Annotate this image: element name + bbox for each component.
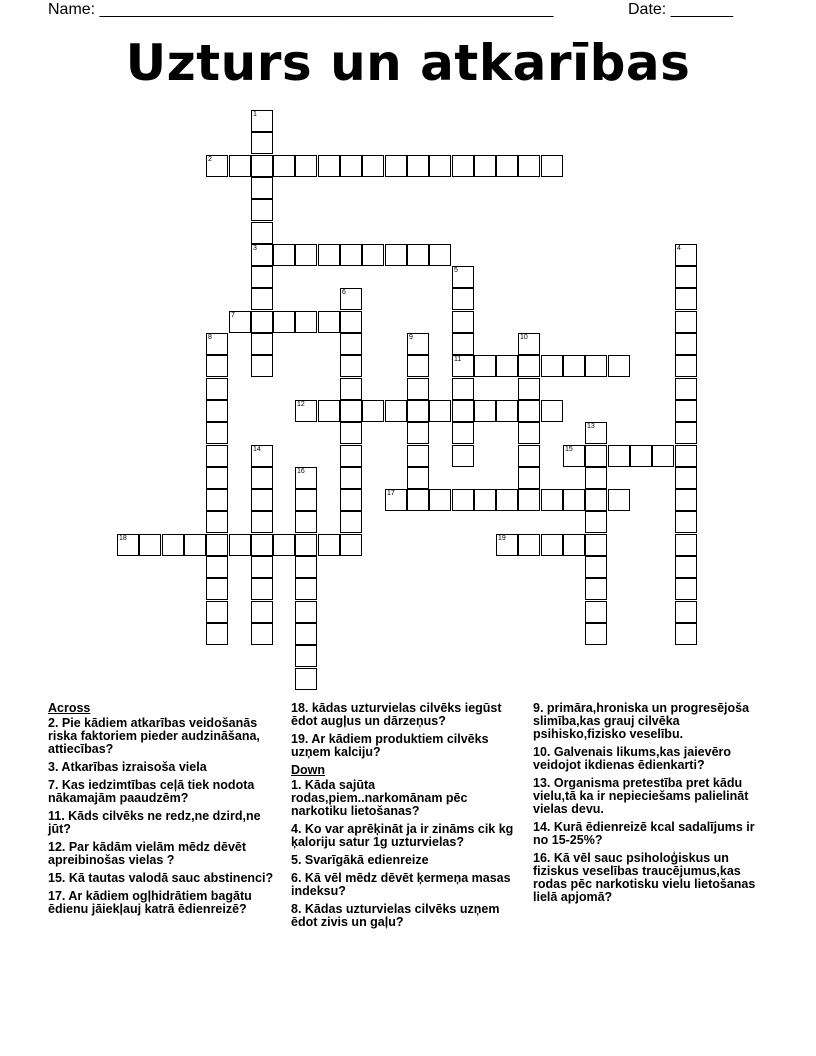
- crossword-cell[interactable]: [229, 534, 251, 556]
- crossword-cell[interactable]: [251, 534, 273, 556]
- crossword-cell[interactable]: [385, 400, 407, 422]
- crossword-cell[interactable]: [474, 155, 496, 177]
- crossword-cell[interactable]: [340, 422, 362, 444]
- crossword-cell[interactable]: [251, 556, 273, 578]
- crossword-cell[interactable]: [585, 422, 607, 444]
- clues-column-3: [533, 702, 767, 909]
- crossword-cell[interactable]: [407, 333, 429, 355]
- crossword-cell[interactable]: [585, 578, 607, 600]
- crossword-cell[interactable]: [675, 489, 697, 511]
- crossword-cell[interactable]: [385, 489, 407, 511]
- crossword-cell[interactable]: [652, 445, 674, 467]
- crossword-cell[interactable]: [474, 489, 496, 511]
- across-clue: 3. Atkarības izraisoša viela: [48, 760, 207, 774]
- cell-number: 8: [208, 334, 212, 341]
- crossword-cell[interactable]: [251, 132, 273, 154]
- crossword-cell[interactable]: [295, 155, 317, 177]
- crossword-cell[interactable]: [206, 400, 228, 422]
- crossword-cell[interactable]: [340, 534, 362, 556]
- crossword-cell[interactable]: [340, 333, 362, 355]
- crossword-cell[interactable]: [518, 489, 540, 511]
- crossword-cell[interactable]: [563, 355, 585, 377]
- crossword-cell[interactable]: [429, 400, 451, 422]
- crossword-cell[interactable]: [407, 489, 429, 511]
- crossword-cell[interactable]: [251, 578, 273, 600]
- crossword-cell[interactable]: [206, 378, 228, 400]
- crossword-cell[interactable]: [295, 244, 317, 266]
- cell-number: 10: [520, 334, 528, 341]
- crossword-cell[interactable]: [585, 467, 607, 489]
- crossword-cell[interactable]: [206, 511, 228, 533]
- crossword-cell[interactable]: [273, 311, 295, 333]
- crossword-cell[interactable]: [518, 400, 540, 422]
- crossword-cell[interactable]: [452, 445, 474, 467]
- cell-number: 18: [119, 535, 127, 542]
- crossword-cell[interactable]: [407, 244, 429, 266]
- crossword-cell[interactable]: [452, 489, 474, 511]
- crossword-cell[interactable]: [407, 445, 429, 467]
- down-clue: 13. Organisma pretestība pret kādu vielu,tā ka ir nepieciešams palielināt vielas devu.: [533, 776, 749, 816]
- crossword-cell[interactable]: [608, 355, 630, 377]
- crossword-cell[interactable]: [295, 511, 317, 533]
- crossword-cell[interactable]: [496, 489, 518, 511]
- crossword-cell[interactable]: [518, 422, 540, 444]
- cell-number: 11: [454, 356, 462, 363]
- crossword-cell[interactable]: [541, 400, 563, 422]
- crossword-cell[interactable]: [162, 534, 184, 556]
- crossword-cell[interactable]: [630, 445, 652, 467]
- crossword-cell[interactable]: [295, 668, 317, 690]
- cell-number: 5: [454, 267, 458, 274]
- crossword-cell[interactable]: [452, 311, 474, 333]
- crossword-cell[interactable]: [273, 534, 295, 556]
- crossword-cell[interactable]: [295, 400, 317, 422]
- crossword-cell[interactable]: [206, 422, 228, 444]
- crossword-cell[interactable]: [429, 489, 451, 511]
- crossword-cell[interactable]: [675, 556, 697, 578]
- crossword-cell[interactable]: [385, 155, 407, 177]
- crossword-cell[interactable]: [407, 467, 429, 489]
- crossword-cell[interactable]: [340, 467, 362, 489]
- crossword-cell[interactable]: [407, 400, 429, 422]
- crossword-cell[interactable]: [541, 489, 563, 511]
- crossword-cell[interactable]: [318, 534, 340, 556]
- crossword-cell[interactable]: [675, 445, 697, 467]
- cell-number: 17: [387, 490, 395, 497]
- crossword-cell[interactable]: [675, 623, 697, 645]
- crossword-cell[interactable]: [206, 601, 228, 623]
- crossword-cell[interactable]: [295, 556, 317, 578]
- crossword-cell[interactable]: [318, 155, 340, 177]
- crossword-cell[interactable]: [251, 110, 273, 132]
- crossword-cell[interactable]: [452, 155, 474, 177]
- crossword-cell[interactable]: [675, 467, 697, 489]
- crossword-cell[interactable]: [206, 623, 228, 645]
- crossword-cell[interactable]: [340, 288, 362, 310]
- cell-number: 12: [297, 401, 305, 408]
- crossword-cell[interactable]: [518, 534, 540, 556]
- down-clue: 10. Galvenais likums,kas jaievēro veidojot ikdienas ēdienkarti?: [533, 745, 732, 772]
- crossword-cell[interactable]: [452, 355, 474, 377]
- crossword-cell[interactable]: [251, 511, 273, 533]
- crossword-cell[interactable]: [295, 311, 317, 333]
- page-title: Uzturs un atkarības: [125, 34, 691, 92]
- crossword-cell[interactable]: [563, 489, 585, 511]
- crossword-cell[interactable]: [675, 601, 697, 623]
- crossword-cell[interactable]: [206, 578, 228, 600]
- clues-column-2: [291, 702, 525, 934]
- down-clue: 1. Kāda sajūta rodas,piem..narkomānam pēc narkotiku lietošanas?: [291, 778, 468, 818]
- crossword-cell[interactable]: [251, 266, 273, 288]
- down-clue: 16. Kā vēl sauc psiholoģiskus un fiziskus veselības traucējumus,kas rodas pēc narkotisku vielu lietošanas lielā apjomā?: [533, 851, 756, 904]
- crossword-cell[interactable]: [452, 400, 474, 422]
- crossword-cell[interactable]: [541, 155, 563, 177]
- crossword-cell[interactable]: [251, 199, 273, 221]
- crossword-cell[interactable]: [340, 400, 362, 422]
- crossword-cell[interactable]: [295, 601, 317, 623]
- crossword-cell[interactable]: [273, 244, 295, 266]
- crossword-cell[interactable]: [452, 266, 474, 288]
- crossword-cell[interactable]: [563, 534, 585, 556]
- crossword-cell[interactable]: [206, 155, 228, 177]
- crossword-cell[interactable]: [139, 534, 161, 556]
- crossword-cell[interactable]: [251, 311, 273, 333]
- crossword-cell[interactable]: [340, 155, 362, 177]
- crossword-cell[interactable]: [518, 155, 540, 177]
- cell-number: 14: [253, 446, 261, 453]
- clues-column-1: [48, 702, 282, 921]
- across-clue: 18. kādas uzturvielas cilvēks iegūst ēdot augļus un dārzeņus?: [291, 701, 502, 728]
- crossword-cell[interactable]: [407, 355, 429, 377]
- crossword-cell[interactable]: [675, 311, 697, 333]
- crossword-cell[interactable]: [585, 534, 607, 556]
- crossword-cell[interactable]: [407, 155, 429, 177]
- crossword-cell[interactable]: [295, 578, 317, 600]
- crossword-cell[interactable]: [585, 556, 607, 578]
- crossword-cell[interactable]: [206, 556, 228, 578]
- cell-number: 9: [409, 334, 413, 341]
- crossword-cell[interactable]: [362, 244, 384, 266]
- crossword-cell[interactable]: [184, 534, 206, 556]
- crossword-cell[interactable]: [541, 534, 563, 556]
- name-label: Name: ___________________________________________________: [48, 1, 554, 18]
- across-clue: 2. Pie kādiem atkarības veidošanās riska faktoriem pieder audzināšana, attiecības?: [48, 716, 260, 756]
- crossword-cell[interactable]: [407, 422, 429, 444]
- crossword-cell[interactable]: [206, 489, 228, 511]
- cell-number: 16: [297, 468, 305, 475]
- crossword-cell[interactable]: [675, 578, 697, 600]
- cell-number: 3: [253, 245, 257, 252]
- crossword-cell[interactable]: [452, 333, 474, 355]
- crossword-cell[interactable]: [318, 311, 340, 333]
- crossword-cell[interactable]: [452, 288, 474, 310]
- crossword-cell[interactable]: [340, 244, 362, 266]
- crossword-cell[interactable]: [474, 400, 496, 422]
- crossword-cell[interactable]: [585, 601, 607, 623]
- crossword-cell[interactable]: [496, 534, 518, 556]
- crossword-cell[interactable]: [295, 534, 317, 556]
- across-clue: 17. Ar kādiem ogļhidrātiem bagātu ēdienu jāiekļauj katrā ēdienreizē?: [48, 889, 252, 916]
- crossword-cell[interactable]: [206, 445, 228, 467]
- crossword-cell[interactable]: [340, 355, 362, 377]
- crossword-cell[interactable]: [675, 378, 697, 400]
- crossword-cell[interactable]: [496, 400, 518, 422]
- crossword-cell[interactable]: [117, 534, 139, 556]
- crossword-cell[interactable]: [295, 467, 317, 489]
- cell-number: 2: [208, 156, 212, 163]
- crossword-cell[interactable]: [251, 355, 273, 377]
- crossword-cell[interactable]: [340, 378, 362, 400]
- cell-number: 4: [677, 245, 681, 252]
- crossword-cell[interactable]: [251, 155, 273, 177]
- crossword-cell[interactable]: [385, 244, 407, 266]
- crossword-cell[interactable]: [251, 601, 273, 623]
- cell-number: 19: [498, 535, 506, 542]
- cell-number: 15: [565, 446, 573, 453]
- crossword-cell[interactable]: [563, 445, 585, 467]
- down-clue: 8. Kādas uzturvielas cilvēks uzņem ēdot zivis un gaļu?: [291, 902, 500, 929]
- crossword-cell[interactable]: [251, 222, 273, 244]
- crossword-cell[interactable]: [474, 355, 496, 377]
- crossword-cell[interactable]: [585, 623, 607, 645]
- crossword-cell[interactable]: [429, 244, 451, 266]
- crossword-cell[interactable]: [340, 311, 362, 333]
- crossword-cell[interactable]: [273, 155, 295, 177]
- crossword-cell[interactable]: [675, 244, 697, 266]
- down-clue: 14. Kurā ēdienreizē kcal sadalījums ir no 15-25%?: [533, 820, 755, 847]
- down-heading: Down: [291, 763, 326, 777]
- across-heading: Across: [48, 701, 91, 715]
- crossword-cell[interactable]: [318, 400, 340, 422]
- cell-number: 7: [231, 312, 235, 319]
- crossword-cell[interactable]: [675, 422, 697, 444]
- across-clue: 19. Ar kādiem produktiem cilvēks uzņem kalciju?: [291, 732, 489, 759]
- crossword-cell[interactable]: [518, 467, 540, 489]
- crossword-cell[interactable]: [362, 155, 384, 177]
- crossword-cell[interactable]: [340, 511, 362, 533]
- crossword-cell[interactable]: [251, 333, 273, 355]
- crossword-cell[interactable]: [518, 378, 540, 400]
- crossword-cell[interactable]: [229, 311, 251, 333]
- crossword-cell[interactable]: [496, 355, 518, 377]
- crossword-cell[interactable]: [585, 445, 607, 467]
- crossword-cell[interactable]: [206, 333, 228, 355]
- crossword-cell[interactable]: [518, 355, 540, 377]
- crossword-cell[interactable]: [295, 489, 317, 511]
- crossword-cell[interactable]: [251, 623, 273, 645]
- crossword-cell[interactable]: [585, 355, 607, 377]
- across-clue: 12. Par kādām vielām mēdz dēvēt apreibinošas vielas ?: [48, 840, 247, 867]
- crossword-cell[interactable]: [295, 623, 317, 645]
- crossword-cell[interactable]: [206, 534, 228, 556]
- down-clue: 6. Kā vēl mēdz dēvēt ķermeņa masas indeksu?: [291, 871, 511, 898]
- crossword-cell[interactable]: [407, 378, 429, 400]
- crossword-cell[interactable]: [229, 155, 251, 177]
- crossword-cell[interactable]: [251, 177, 273, 199]
- crossword-cell[interactable]: [608, 445, 630, 467]
- across-clue: 15. Kā tautas valodā sauc abstinenci?: [48, 871, 274, 885]
- across-clue: 11. Kāds cilvēks ne redz,ne dzird,ne jūt?: [48, 809, 261, 836]
- crossword-cell[interactable]: [496, 155, 518, 177]
- crossword-cell[interactable]: [206, 355, 228, 377]
- crossword-cell[interactable]: [518, 445, 540, 467]
- crossword-cell[interactable]: [608, 489, 630, 511]
- date-label: Date: _______: [628, 1, 733, 18]
- cell-number: 6: [342, 289, 346, 296]
- crossword-cell[interactable]: [675, 288, 697, 310]
- crossword-cell[interactable]: [675, 511, 697, 533]
- cell-number: 13: [587, 423, 595, 430]
- crossword-cell[interactable]: [295, 645, 317, 667]
- down-clue: 5. Svarīgākā edienreize: [291, 853, 429, 867]
- crossword-cell[interactable]: [452, 378, 474, 400]
- crossword-cell[interactable]: [340, 445, 362, 467]
- crossword-cell[interactable]: [675, 534, 697, 556]
- crossword-cell[interactable]: [585, 511, 607, 533]
- crossword-cell[interactable]: [675, 355, 697, 377]
- down-clue: 4. Ko var aprēķināt ja ir zināms cik kg ķaloriju satur 1g uzturvielas?: [291, 822, 514, 849]
- down-clue: 9. primāra,hroniska un progresējoša slimība,kas grauj cilvēka psihisko,fizisko veselību.: [533, 701, 750, 741]
- crossword-cell[interactable]: [340, 489, 362, 511]
- crossword-cell[interactable]: [675, 333, 697, 355]
- crossword-cell[interactable]: [541, 355, 563, 377]
- crossword-cell[interactable]: [675, 400, 697, 422]
- crossword-cell[interactable]: [251, 445, 273, 467]
- across-clue: 7. Kas iedzimtības ceļā tiek nodota nākamajām paaudzēm?: [48, 778, 255, 805]
- crossword-cell[interactable]: [206, 467, 228, 489]
- crossword-cell[interactable]: [251, 467, 273, 489]
- crossword-cell[interactable]: [585, 489, 607, 511]
- cell-number: 1: [253, 111, 257, 118]
- crossword-cell[interactable]: [429, 155, 451, 177]
- crossword-cell[interactable]: [251, 244, 273, 266]
- crossword-cell[interactable]: [675, 266, 697, 288]
- crossword-cell[interactable]: [452, 422, 474, 444]
- crossword-cell[interactable]: [318, 244, 340, 266]
- crossword-cell[interactable]: [251, 489, 273, 511]
- crossword-cell[interactable]: [251, 288, 273, 310]
- crossword-cell[interactable]: [518, 333, 540, 355]
- crossword-cell[interactable]: [362, 400, 384, 422]
